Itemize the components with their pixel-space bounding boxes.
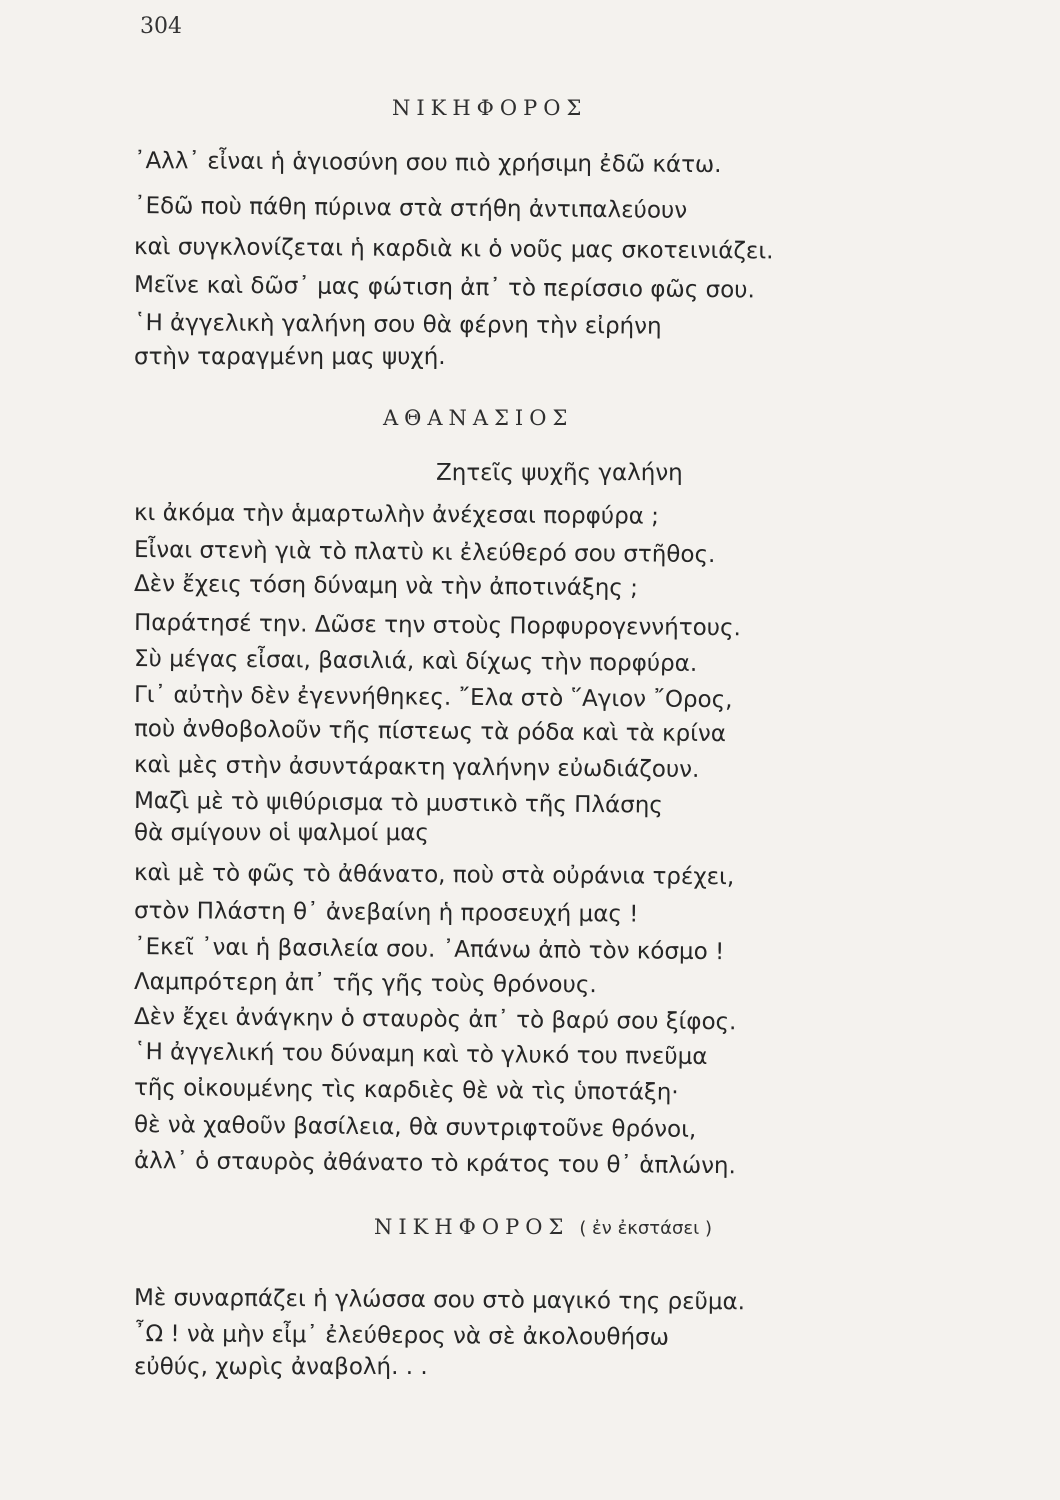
verse-line: καὶ μὲς στὴν ἀσυντάρακτη γαλήνην εὐωδιάζουν.: [133, 752, 700, 783]
verse-line: καὶ συγκλονίζεται ἡ καρδιὰ κι ὁ νοῦς μας σκοτεινιάζει.: [133, 234, 774, 265]
verse-line: στὴν ταραγμένη μας ψυχή.: [134, 344, 446, 370]
verse-line: Δὲν ἔχει ἀνάγκην ὁ σταυρὸς ἀπ᾿ τὸ βαρύ σου ξίφος.: [133, 1004, 737, 1036]
verse-line: ἀλλ᾿ ὁ σταυρὸς ἀθάνατο τὸ κράτος του θ᾿ ἁπλώνη.: [133, 1148, 736, 1180]
speaker-name: ΝΙΚΗΦΟΡΟΣ: [374, 1215, 570, 1239]
verse-line: θὲ νὰ χαθοῦν βασίλεια, θὰ συντριφτοῦνε θρόνοι,: [133, 1112, 697, 1143]
verse-line: Μεῖνε καὶ δῶσ᾿ μας φώτιση ἀπ᾿ τὸ περίσσιο φῶς σου.: [133, 272, 755, 304]
verse-line: ᾿Εδῶ ποὺ πάθη πύρινα στὰ στήθη ἀντιπαλεύουν: [133, 193, 688, 224]
verse-line: θὰ σμίγουν οἱ ψαλμοί μας: [134, 820, 429, 846]
verse-line: ῾Η ἀγγελικὴ γαλήνη σου θὰ φέρνη τὴν εἰρήνη: [133, 310, 662, 340]
verse-line: Εἶναι στενὴ γιὰ τὸ πλατὺ κι ἐλεύθερό σου στῆθος.: [133, 537, 716, 569]
verse-line: Μὲ συναρπάζει ἡ γλώσσα σου στὸ μαγικό της ρεῦμα.: [133, 1285, 746, 1316]
verse-line: Γι᾿ αὐτὴν δὲν ἐγεννήθηκες. ῎Ελα στὸ ῞Αγιον ῎Ορος,: [133, 682, 733, 714]
verse-line: ῾Η ἀγγελική του δύναμη καὶ τὸ γλυκό του πνεῦμα: [133, 1039, 708, 1071]
page-number: 304: [140, 14, 182, 39]
verse-line: τῆς οἰκουμένης τὶς καρδιὲς θὲ νὰ τὶς ὑποτάξη·: [133, 1075, 679, 1106]
speaker-name: ΑΘΑΝΑΣΙΟΣ: [383, 406, 574, 430]
verse-line: Ζητεῖς ψυχῆς γαλήνη: [436, 460, 683, 486]
verse-line: κι ἀκόμα τὴν ἁμαρτωλὴν ἀνέχεσαι πορφύρα ;: [133, 500, 660, 530]
verse-line: ῏Ω ! νὰ μὴν εἶμ᾿ ἐλεύθερος νὰ σὲ ἀκολουθήσω: [133, 1321, 670, 1351]
verse-line: ᾿Εκεῖ ᾿ναι ἡ βασιλεία σου. ᾿Απάνω ἀπὸ τὸν κόσμο !: [133, 934, 725, 966]
verse-line: εὐθύς, χωρὶς ἀναβολή. . .: [134, 1354, 428, 1380]
speaker-heading: [383, 406, 573, 430]
verse-line: Λαμπρότερη ἀπ᾿ τῆς γῆς τοὺς θρόνους.: [133, 969, 597, 999]
speaker-name: ΝΙΚΗΦΟΡΟΣ: [392, 96, 588, 120]
verse-line: ᾿Αλλ᾿ εἶναι ἡ ἁγιοσύνη σου πιὸ χρήσιμη ἐδῶ κάτω.: [133, 148, 722, 179]
verse-line: καὶ μὲ τὸ φῶς τὸ ἀθάνατο, ποὺ στὰ οὐράνια τρέχει,: [133, 860, 735, 891]
speaker-heading: [374, 1215, 712, 1239]
speaker-heading: [392, 96, 587, 120]
verse-line: Σὺ μέγας εἶσαι, βασιλιά, καὶ δίχως τὴν πορφύρα.: [133, 646, 698, 677]
verse-line: ποὺ ἀνθοβολοῦν τῆς πίστεως τὰ ρόδα καὶ τὰ κρίνα: [133, 716, 727, 748]
verse-line: Δὲν ἔχεις τόση δύναμη νὰ τὴν ἀποτινάξης ;: [133, 571, 639, 602]
verse-line: στὸν Πλάστη θ᾿ ἀνεβαίνη ἡ προσευχή μας !: [133, 898, 639, 928]
stage-direction: ( ἐν ἐκστάσει ): [579, 1218, 712, 1239]
verse-line: Μαζὶ μὲ τὸ ψιθύρισμα τὸ μυστικὸ τῆς Πλάσης: [133, 788, 663, 819]
verse-line: Παράτησέ την. Δῶσε την στοὺς Πορφυρογεννήτους.: [133, 610, 741, 642]
